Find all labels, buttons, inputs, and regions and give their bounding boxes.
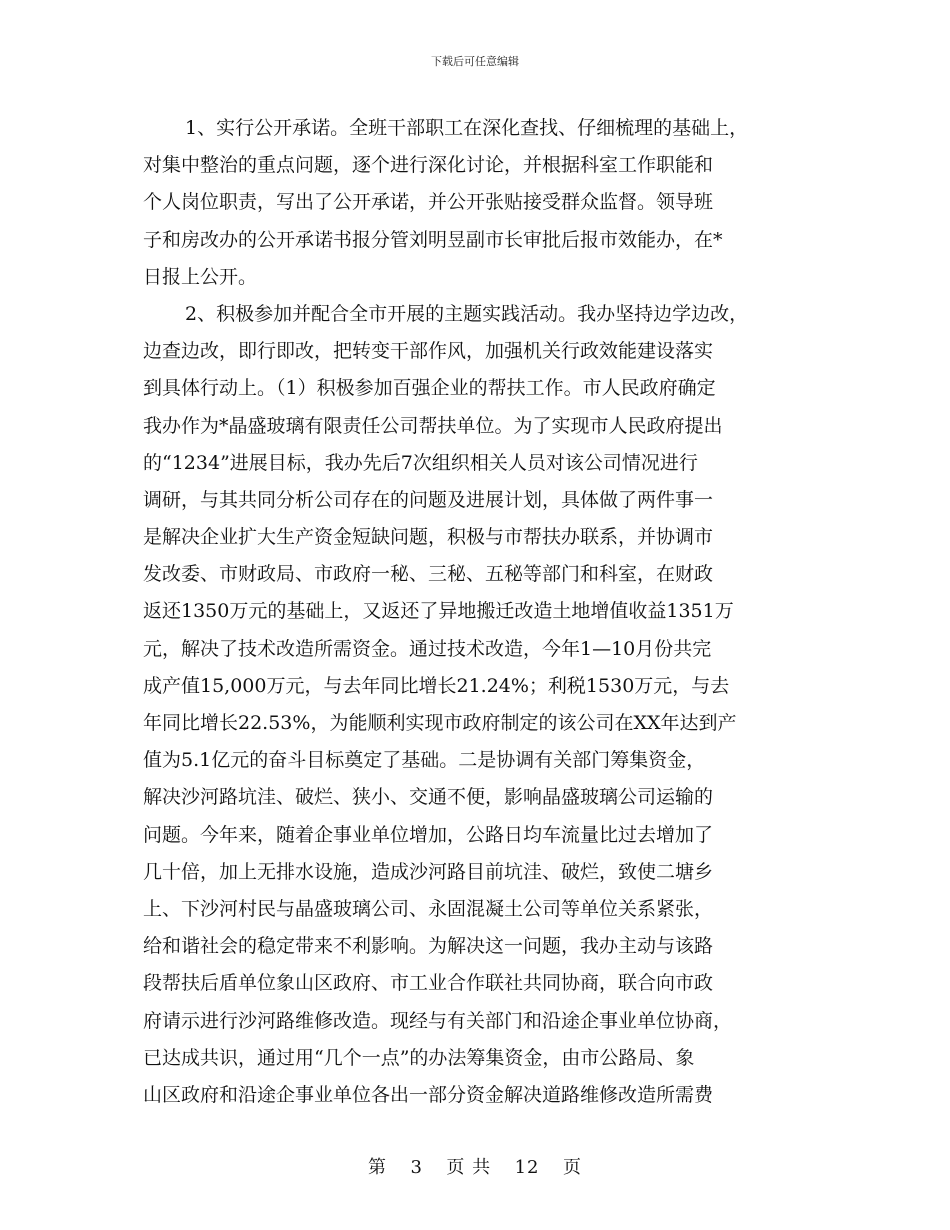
text-line: 给和谐社会的稳定带来不利影响。为解决这一问题，我办主动与该路: [143, 935, 714, 958]
text-line: 问题。今年来，随着企事业单位增加，公路日均车流量比过去增加了: [143, 823, 714, 846]
text-line: 返还1350万元的基础上，又返还了异地搬迁改造土地增值收益1351万: [143, 600, 734, 623]
text-line: 解决沙河路坑洼、破烂、狭小、交通不便，影响晶盛玻璃公司运输的: [143, 786, 714, 809]
text-line: 是解决企业扩大生产资金短缺问题，积极与市帮扶办联系，并协调市: [143, 526, 714, 549]
text-line: 到具体行动上。（1）积极参加百强企业的帮扶工作。市人民政府确定: [143, 377, 716, 400]
total-page-count: 12: [514, 1157, 540, 1178]
page-number-footer: [0, 1153, 950, 1179]
footer-middle: 页 共: [446, 1157, 492, 1178]
document-body: [143, 110, 815, 1114]
text-line: 个人岗位职责，写出了公开承诺，并公开张贴接受群众监督。领导班: [143, 191, 714, 214]
text-line: 1、实行公开承诺。全班干部职工在深化查找、仔细梳理的基础上，: [185, 117, 749, 139]
page-header-note: 下载后可任意编辑: [431, 55, 519, 68]
text-line: 值为5.1亿元的奋斗目标奠定了基础。二是协调有关部门筹集资金，: [143, 749, 706, 772]
text-line: 的“1234”进展目标，我办先后7次组织相关人员对该公司情况进行: [143, 451, 698, 474]
text-line: 已达成共识，通过用“几个一点”的办法筹集资金，由市公路局、象: [143, 1046, 695, 1069]
text-line: 元，解决了技术改造所需资金。通过技术改造，今年1—10月份共完: [143, 637, 712, 660]
text-line: 调研，与其共同分析公司存在的问题及进展计划，具体做了两件事一: [143, 488, 714, 511]
text-line: 段帮扶后盾单位象山区政府、市工业合作联社共同协商，联合向市政: [143, 972, 714, 995]
text-line: 2、积极参加并配合全市开展的主题实践活动。我办坚持边学边改，: [185, 302, 749, 325]
footer-suffix: 页: [562, 1157, 582, 1178]
text-line: 成产值15,000万元，与去年同比增长21.24%；利税1530万元，与去: [143, 674, 730, 697]
text-line: 我办作为*晶盛玻璃有限责任公司帮扶单位。为了实现市人民政府提出: [143, 414, 723, 437]
text-line: 府请示进行沙河路维修改造。现经与有关部门和沿途企事业单位协商，: [143, 1009, 733, 1032]
text-line: 日报上公开。: [143, 265, 258, 288]
text-line: 发改委、市财政局、市政府一秘、三秘、五秘等部门和科室，在财政: [143, 563, 714, 586]
current-page-number: 3: [410, 1157, 423, 1178]
text-line: 上、下沙河村民与晶盛玻璃公司、永固混凝土公司等单位关系紧张，: [143, 897, 714, 920]
text-line: 对集中整治的重点问题，逐个进行深化讨论，并根据科室工作职能和: [143, 154, 714, 177]
text-line: 边查边改，即行即改，把转变干部作风，加强机关行政效能建设落实: [143, 340, 714, 363]
text-line: 子和房改办的公开承诺书报分管刘明昱副市长审批后报市效能办，在*: [143, 228, 723, 251]
text-line: 山区政府和沿途企事业单位各出一部分资金解决道路维修改造所需费: [143, 1083, 714, 1106]
footer-prefix: 第: [368, 1157, 388, 1178]
text-line: 年同比增长22.53%，为能顺利实现市政府制定的该公司在XX年达到产: [143, 712, 737, 734]
text-line: 几十倍，加上无排水设施，造成沙河路目前坑洼、破烂，致使二塘乡: [143, 860, 714, 883]
